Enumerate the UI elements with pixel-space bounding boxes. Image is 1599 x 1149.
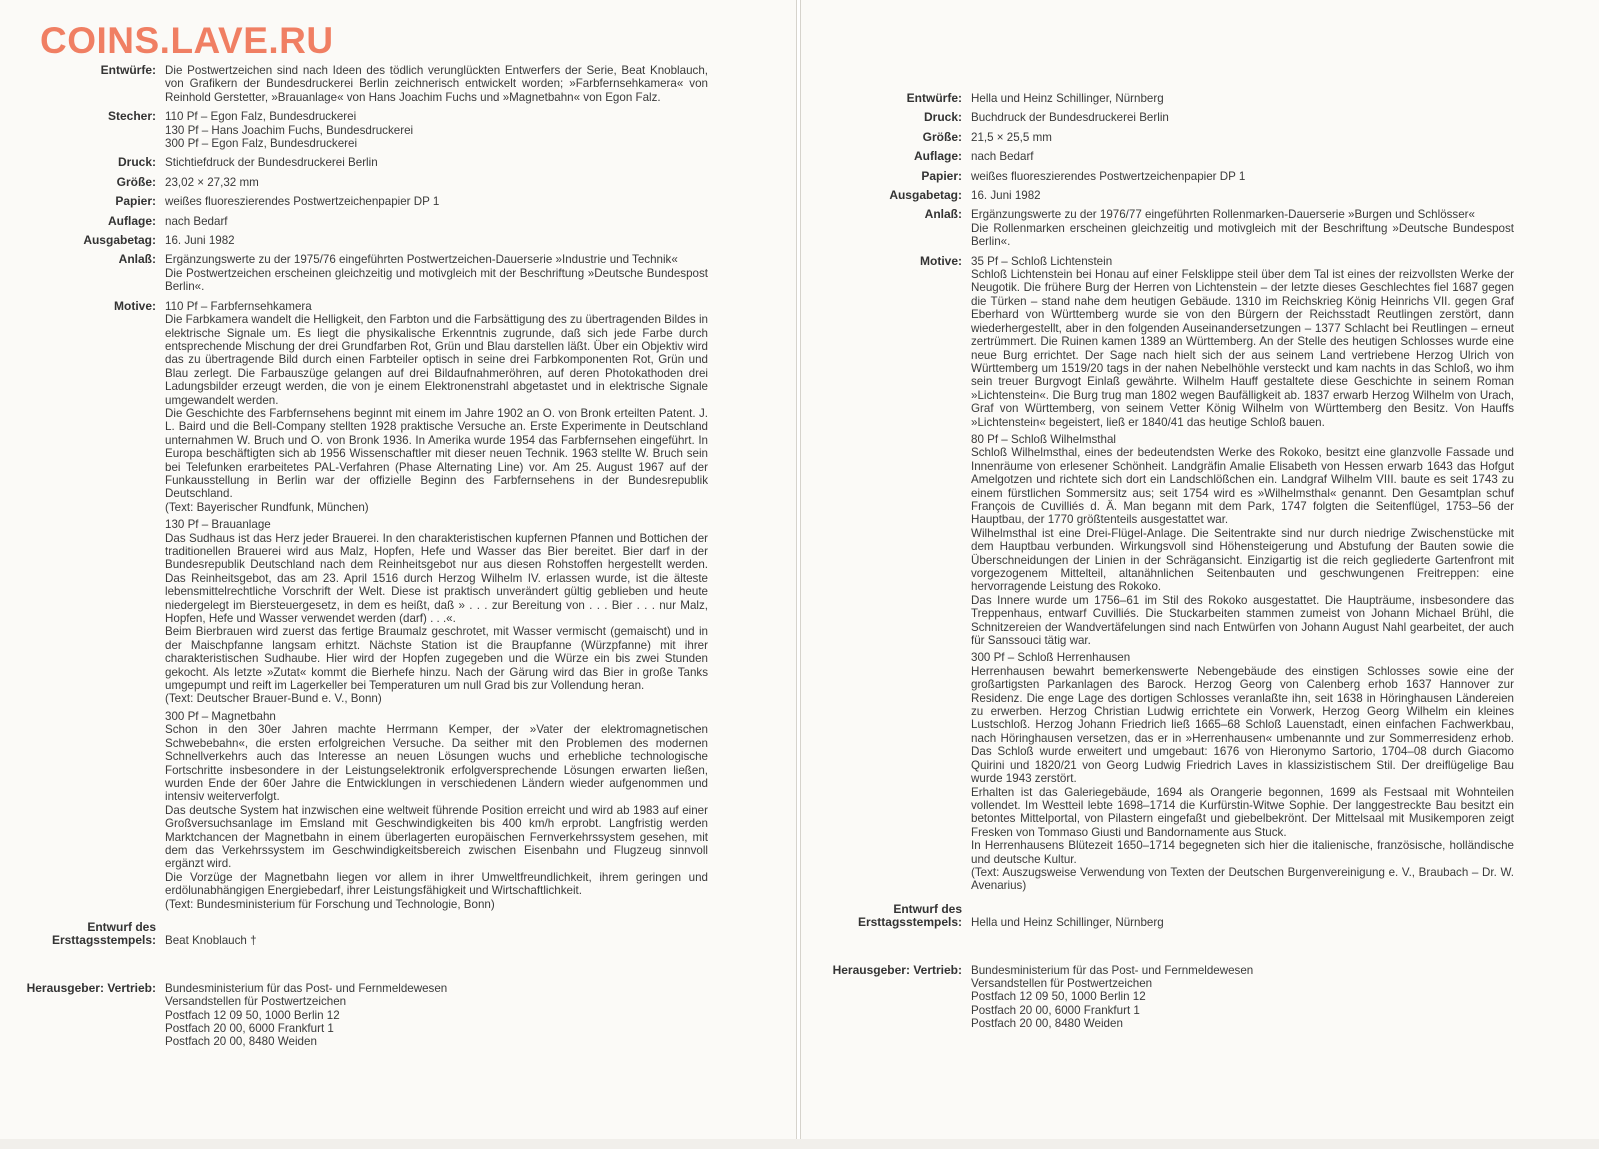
field-groesse (0, 176, 796, 189)
motive-paragraph: Das Sudhaus ist das Herz jeder Brauerei. In den charakteristischen kupfernen Pfannen und Bottichen der traditionellen Brauerei wird aus Malz, Hopfen, Hefe und Wasser das Bier bereitet. Bier darf in der Bundesrepublik Deutschland nach dem Reinheitsgebot nur aus diesen Rohstoffen hergestellt werden. Das Reinheitsgebot, das am 23. April 1516 durch Herzog Wilhelm IV. erlassen wurde, ist die älteste lebensmittelrechtliche Vorschrift der Welt. Diese ist praktisch unverändert gültig geblieben und heute niedergelegt im Biersteuergesetz, in dem es heißt, daß » . . . zur Bereitung von . . . Bier . . . nur Malz, Hopfen, Hefe und Wasser verwendet werden (darf) . . .«. (165, 531, 708, 626)
field-value: Die Rollenmarken erscheinen gleichzeitig und motivgleich mit der Beschriftung »Deutsche Bundespost Berlin«. (971, 221, 1514, 249)
field-entwuerfe (0, 64, 796, 104)
field-papier (801, 170, 1599, 183)
field-value: Ergänzungswerte zu der 1975/76 eingeführten Postwertzeichen-Dauerserie »Industrie und Technik« (165, 253, 678, 267)
left-content (0, 64, 796, 1049)
field-value-line: 110 Pf – Egon Falz, Bundesdruckerei (165, 110, 357, 124)
field-label: Ausgabetag: (83, 233, 156, 248)
motive-title: 300 Pf – Schloß Herrenhausen (971, 651, 1131, 665)
field-motive (0, 300, 796, 915)
field-label: Entwurf des (893, 901, 962, 916)
field-value: 23,02 × 27,32 mm (165, 175, 259, 189)
motive-paragraph: Die Farbkamera wandelt die Helligkeit, den Farbton und die Farbsättigung des zu übertragenden Bildes in elektrische Signale um. Es liegt die physikalische Erkenntnis zugrunde, daß sich jede Farbe durch entsprechende Mischung der drei Grundfarben Rot, Grün und Blau darstellen läßt. Über ein Objektiv wird das zu übertragende Bild durch einen Farbteiler optisch in seine drei Farbkomponenten Rot, Grün und Blau zerlegt. Die Farbauszüge gelangen auf drei Bildaufnahmeröhren, auf deren Photokathoden drei Ladungsbilder erzeugt werden, die von je einem Elektronenstrahl abgetastet und in elektrische Signale umgewandelt werden. (165, 313, 708, 407)
motive-title: 35 Pf – Schloß Lichtenstein (971, 254, 1113, 268)
field-label: Herausgeber: (832, 962, 910, 977)
scan-bottom-edge (0, 1139, 1599, 1149)
motive-paragraph: Schloß Lichtenstein bei Honau auf einer Felsklippe steil über dem Tal ist eines der reizvollsten Werke der Neugotik. Die frühere Burg der Herren von Lichtenstein – der letzte dieses Geschlechtes fiel 1687 gegen die Türken – stand nahe dem heutigen Gebäude. 1310 im Reichskrieg König Heinrichs VII. gegen Graf Eberhard von Württemberg wurde sie von den Bürgern der Reichsstadt Reutlingen zerstört, dann wiederhergestellt, aber in den folgenden Auseinandersetzungen – 1377 Schlacht bei Reutlingen – erneut zertrümmert. Die Ruinen kamen 1389 an Württemberg. An der Stelle des heutigen Schlosses wurde eine neue Burg errichtet. Der Sage nach hielt sich der aus seinem Land vertriebene Herzog Ulrich von Württemberg um 1519/20 tags in der nahen Nebelhöhle versteckt und kam nachts in das Schloß, wo ihm sein treuer Burgvogt Einlaß gewährte. Wilhelm Hauff gestaltete diese Geschichte in seinem Roman »Lichtenstein«. Die Burg trug man 1802 wegen Baufälligkeit ab. 1837 erwarb Herzog Wilhelm von Urach, Graf von Württemberg, von seinem Vetter König Wilhelm von Württemberg den Besitz. Von Hauffs »Lichtenstein« begeistert, ließ er 1840/41 das heutige Schloß bauen. (971, 268, 1514, 429)
motive-paragraph: Die Vorzüge der Magnetbahn liegen vor allem in ihrer Umweltfreundlichkeit, ihrem geringen und erdölunabhängigen Energiebedarf, ihrer Leistungsfähigkeit und Wirtschaftlichkeit. (165, 870, 708, 898)
motive-source: (Text: Deutscher Brauer-Bund e. V., Bonn) (165, 692, 382, 706)
field-herausgeber (801, 964, 1599, 1031)
field-anlass (801, 208, 1599, 248)
publisher-line: Versandstellen für Postwertzeichen (165, 995, 347, 1009)
publisher-line: Postfach 20 00, 8480 Weiden (165, 1035, 317, 1049)
field-druck (0, 156, 796, 169)
publisher-line: Postfach 20 00, 8480 Weiden (971, 1017, 1123, 1031)
motive-paragraph: Schloß Wilhelmsthal, eines der bedeutendsten Werke des Rokoko, besitzt eine glanzvolle Fassade und Innenräume von erlesener Schönheit. Landgräfin Amalie Elisabeth von Hessen erwarb 1643 das Hofgut Amelgotzen und richtete sich dort ein Landschlößchen ein. Landgraf Wilhelm VIII. baute es seit 1743 zu einem fürstlichen Sommersitz aus; seit 1754 wird es »Wilhelmsthal« genannt. Den Gesamtplan schuf François de Cuvilliés d. Ä. Man begann mit dem Park, 1747 folgten die Seitenflügel, 1753–56 der Hauptbau, der 1770 größtenteils ausgestattet war. (971, 446, 1514, 527)
field-groesse (801, 131, 1599, 144)
field-value-line: 300 Pf – Egon Falz, Bundesdruckerei (165, 137, 358, 151)
motive-source: (Text: Auszugsweise Verwendung von Texten der Deutschen Burgenvereinigung e. V., Braubach – Dr. W. Avenarius) (971, 865, 1514, 893)
field-value: weißes fluoreszierendes Postwertzeichenpapier DP 1 (165, 195, 440, 209)
field-value: Ergänzungswerte zu der 1976/77 eingeführten Rollenmarken-Dauerserie »Burgen und Schlösser« (971, 208, 1475, 222)
field-value: 21,5 × 25,5 mm (971, 130, 1052, 144)
field-herausgeber (0, 982, 796, 1049)
motive-paragraph: Schon in den 30er Jahren machte Herrmann Kemper, der »Vater der elektromagnetischen Schwebebahn«, die ersten erfolgreichen Versuche. Da seither mit den Problemen des modernen Schnellverkehrs auch das Interesse an neuen Lösungen wuchs und erhebliche technologische Fortschritte insbesondere in der Leistungselektronik erfolgversprechende Lösungen erwarten ließen, wurden Ende der 60er Jahre die Entwicklungen in verschiedenen Ländern wieder aufgenommen und intensiv weiterverfolgt. (165, 723, 708, 804)
field-value: 16. Juni 1982 (971, 189, 1041, 203)
field-papier (0, 195, 796, 208)
field-label: Ersttagsstempels: (51, 933, 156, 948)
motive-paragraph: Das deutsche System hat inzwischen eine weltweit führende Position erreicht und wird ab 1983 auf einer Großversuchsanlage im Emsland mit Geschwindigkeiten bis 400 km/h erprobt. Langfristig werden Marktchancen der Magnetbahn in einem überlagerten europäischen Fernverkehrssystem gesehen, mit dem das Verkehrssystem im Geschwindigkeitsbereich zwischen Eisenbahn und Flugzeug sinnvoll ergänzt wird. (165, 803, 708, 871)
motive-paragraph: Beim Bierbrauen wird zuerst das fertige Braumalz geschrotet, mit Wasser vermischt (gemaischt) und in der Maischpfanne langsam erhitzt. Nächste Station ist die Braupfanne (Würzpfanne) mit ihrer charakteristischen Sudhaube. Hier wird der Hopfen zugegeben und die Würze ein bis zwei Stunden gekocht. Als letzte »Zutat« kommt die Bierhefe hinzu. Nach der Gärung wird das Bier in große Tanks umgepumpt und reift im Lagerkeller bei Temperaturen um null Grad bis zur Vollendung heran. (165, 625, 708, 693)
field-value: 16. Juni 1982 (165, 234, 235, 248)
field-value: Die Postwertzeichen sind nach Ideen des tödlich verunglückten Entwerfers der Serie, Beat Knoblauch, von Grafikern der Bundesdruckerei Berlin zeichnerisch entwickelt worden; »Farbfernsehkamera« von Reinhold Gerstetter, »Brauanlage« von Hans Joachim Fuchs und »Magnetbahn« von Egon Falz. (165, 64, 708, 104)
field-ersttagsstempel (801, 903, 1599, 930)
field-value: Die Postwertzeichen erscheinen gleichzeitig und motivgleich mit der Beschriftung »Deutsche Bundespost Berlin«. (165, 266, 708, 294)
field-value: Hella und Heinz Schillinger, Nürnberg (971, 915, 1164, 929)
field-label: Entwürfe: (906, 91, 962, 105)
field-label: Motive: (114, 298, 156, 313)
motive-block-wilhelmsthal (971, 433, 1514, 648)
field-label: Ersttagsstempels: (857, 915, 962, 930)
field-label: Größe: (922, 129, 962, 144)
right-content (801, 92, 1599, 1031)
motive-paragraph: Das Innere wurde um 1756–61 im Stil des Rokoko ausgestattet. Die Haupträume, insbesondere das Treppenhaus, entwarf Cuvilliés. Die Stuckarbeiten stammen zumeist von Johann Michael Brühl, die Schnitzereien der Wandvertäfelungen sind nach Entwürfen von Johann August Nahl gearbeitet, der auch für Sanssouci tätig war. (971, 593, 1514, 648)
field-label: Entwürfe: (100, 63, 156, 77)
field-ausgabetag (801, 189, 1599, 202)
field-value-line: 130 Pf – Hans Joachim Fuchs, Bundesdruckerei (165, 123, 414, 137)
motive-paragraph: Erhalten ist das Galeriegebäude, 1694 als Orangerie begonnen, 1699 als Festsaal mit Wohnteilen vollendet. Im Westteil lebte 1698–1714 die Kurfürstin-Witwe Sophie. Der langgestreckte Bau besitzt ein betontes Mittelportal, von Pilastern eingefaßt und giebelbekrönt. Der Mittelsaal mit Musikemporen zeigt Fresken von Tommaso Giusti und Bandornamente aus Stuck. (971, 785, 1514, 839)
field-label: Auflage: (108, 213, 156, 228)
field-value: weißes fluoreszierendes Postwertzeichenpapier DP 1 (971, 169, 1246, 183)
field-label: Anlaß: (924, 207, 962, 222)
motive-title: 110 Pf – Farbfernsehkamera (165, 299, 312, 313)
publisher-line: Postfach 12 09 50, 1000 Berlin 12 (971, 990, 1146, 1004)
motive-title: 130 Pf – Brauanlage (165, 518, 271, 532)
motive-block-brauanlage (165, 518, 708, 706)
field-value: nach Bedarf (971, 150, 1034, 164)
field-value: Beat Knoblauch † (165, 933, 257, 947)
field-value: Hella und Heinz Schillinger, Nürnberg (971, 92, 1164, 105)
motive-source: (Text: Bayerischer Rundfunk, München) (165, 500, 369, 514)
publisher-line: Postfach 20 00, 6000 Frankfurt 1 (165, 1022, 334, 1035)
field-label: Herausgeber: (26, 980, 104, 995)
field-label: Motive: (920, 253, 962, 268)
motive-paragraph: In Herrenhausens Blütezeit 1650–1714 begegneten sich hier die italienische, französische, holländische und deutsche Kultur. (971, 839, 1514, 866)
motive-title: 300 Pf – Magnetbahn (165, 709, 276, 723)
field-value: Stichtiefdruck der Bundesdruckerei Berlin (165, 156, 378, 170)
field-druck (801, 111, 1599, 124)
right-page (800, 0, 1599, 1139)
field-label: Vertrieb: (107, 980, 156, 995)
motive-block-herrenhausen (971, 651, 1514, 892)
watermark-logo: COINS.LAVE.RU (40, 20, 334, 61)
left-page (0, 0, 797, 1139)
field-stecher (0, 110, 796, 150)
motive-block-lichtenstein (971, 255, 1514, 429)
field-auflage (0, 215, 796, 228)
motive-block-farbfernsehkamera (165, 300, 708, 515)
field-value: Buchdruck der Bundesdruckerei Berlin (971, 111, 1169, 125)
publisher-line: Bundesministerium für das Post- und Fernmeldewesen (971, 963, 1254, 977)
publisher-line: Bundesministerium für das Post- und Fernmeldewesen (165, 981, 448, 995)
motive-paragraph: Wilhelmsthal ist eine Drei-Flügel-Anlage. Die Seitentrakte sind nur durch niedrige Zwischenstücke mit dem Hauptbau verbunden. Wirkungsvoll sind Höhensteigerung und Abstufung der Bauten sowie die Überschneidungen der Linien in der Schrägansicht. Einzigartig ist die reich gegliederte Gartenfront mit vorgezogenem Mittelteil, altanähnlichen Seitenbauten und geschwungenen Freitreppen: eine hervorragende Leistung des Rokoko. (971, 526, 1514, 594)
field-label: Papier: (921, 168, 962, 183)
motive-paragraph: Herrenhausen bewahrt bemerkenswerte Nebengebäude des einstigen Schlosses sowie eine der großartigsten Parkanlagen des Barock. Herzog Georg von Calenberg erhob 1637 Hannover zur Residenz. Die enge Lage des dortigen Schlosses veranlaßte ihn, seit 1638 in Höringhausen Ländereien zu erwerben. Herzog Christian Ludwig errichtete ein Vorwerk, Herzog Georg Wilhelm ein kleines Lustschloß. Herzog Johann Friedrich ließ 1665–68 Schloß Lauenstadt, einen einfachen Fachwerkbau, nach Höringhausen versetzen, das er in »Herrenhausen« umbenannte und zur Sommerresidenz erhob. Das Schloß wurde erweitert und umgebaut: 1676 von Hieronymo Sartorio, 1704–08 durch Giacomo Quirini und 1820/21 von Georg Ludwig Friedrich Laves in klassizistischem Stil. Der dreiflügelige Bau wurde 1943 zerstört. (971, 664, 1514, 786)
field-label: Vertrieb: (913, 962, 962, 977)
motive-source: (Text: Bundesministerium für Forschung und Technologie, Bonn) (165, 897, 495, 911)
field-anlass (0, 253, 796, 293)
motive-paragraph: Die Geschichte des Farbfernsehens beginnt mit einem im Jahre 1902 an O. von Bronk erteilten Patent. J. L. Baird und die Bell-Company stellten 1928 praktische Versuche an. Erste Experimente in Deutschland unternahmen W. Bruch und O. von Bronk 1936. In Amerika wurde 1954 das Farbfernsehen eingeführt. In Europa beschäftigten sich ab 1956 Wissenschaftler mit dieser neuen Technik. 1963 stellte W. Bruch sein bei Telefunken erarbeitetes PAL-Verfahren (Phase Alternating Line) vor. Am 25. August 1967 auf der Funkausstellung in Berlin war der offizielle Beginn des Farbfernsehens in der Bundesrepublik Deutschland. (165, 406, 708, 501)
field-entwuerfe (801, 92, 1599, 105)
field-label: Ausgabetag: (889, 188, 962, 203)
field-label: Entwurf des (87, 919, 156, 934)
motive-title: 80 Pf – Schloß Wilhelmsthal (971, 432, 1116, 446)
field-label: Anlaß: (118, 252, 156, 267)
field-ersttagsstempel (0, 921, 796, 948)
publisher-line: Versandstellen für Postwertzeichen (971, 976, 1153, 990)
field-label: Papier: (115, 194, 156, 209)
publisher-line: Postfach 12 09 50, 1000 Berlin 12 (165, 1008, 340, 1022)
field-motive (801, 255, 1599, 897)
motive-block-magnetbahn (165, 710, 708, 911)
field-auflage (801, 150, 1599, 163)
field-label: Druck: (117, 155, 156, 170)
field-ausgabetag (0, 234, 796, 247)
field-value: nach Bedarf (165, 214, 228, 228)
publisher-line: Postfach 20 00, 6000 Frankfurt 1 (971, 1003, 1140, 1017)
field-label: Druck: (923, 110, 962, 125)
field-label: Auflage: (914, 149, 962, 164)
field-label: Stecher: (107, 109, 156, 124)
field-label: Größe: (116, 174, 156, 189)
